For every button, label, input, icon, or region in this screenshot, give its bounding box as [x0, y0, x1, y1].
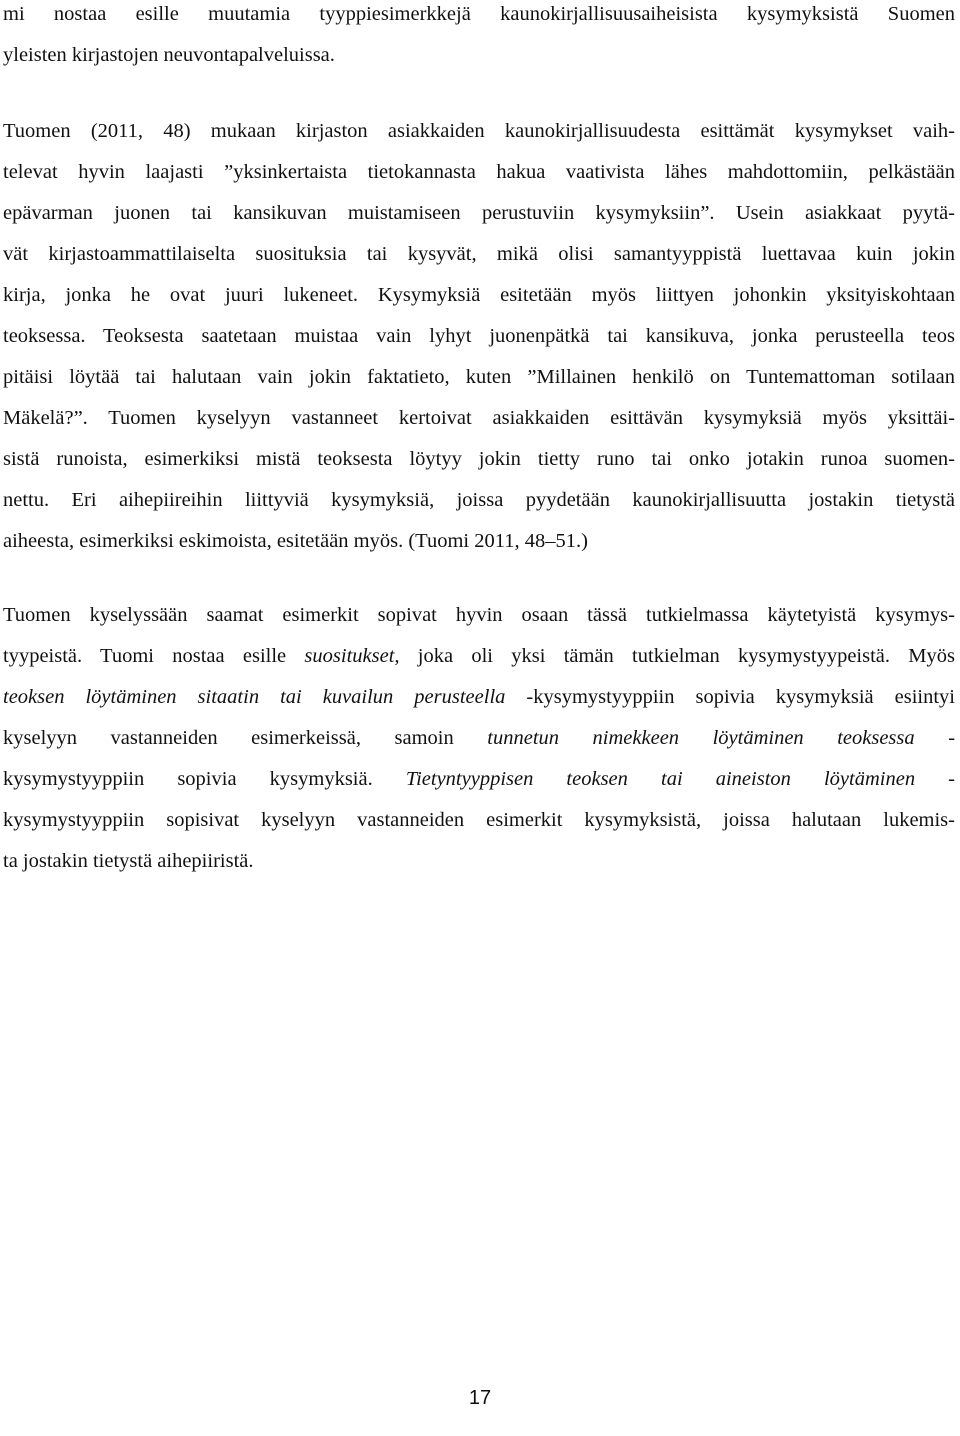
text-line: Tuomen (2011, 48) mukaan kirjaston asiakkaiden kaunokirjallisuudesta esittämät kysymykset vaih- — [3, 120, 955, 142]
text-run: - — [914, 727, 956, 749]
text-line — [3, 636, 955, 677]
text-line: sistä runoista, esimerkiksi mistä teoksesta löytyy jokin tietty runo tai onko jotakin runoa suomen- — [3, 448, 955, 470]
text-line: Mäkelä?”. Tuomen kyselyyn vastanneet kertoivat asiakkaiden esittävän kysymyksiä myös yksittäi- — [3, 407, 955, 429]
text-line — [3, 677, 955, 718]
text-line: kirja, jonka he ovat juuri lukeneet. Kysymyksiä esitetään myös liittyen johonkin yksityiskohtaan — [3, 284, 955, 306]
text-run: joka oli yksi tämän tutkielman kysymystyypeistä. Myös — [399, 645, 956, 667]
document-page — [3, 0, 955, 882]
text-line: nettu. Eri aihepiireihin liittyviä kysymyksiä, joissa pyydetään kaunokirjallisuutta jostakin tietystä — [3, 489, 955, 511]
text-line: televat hyvin laajasti ”yksinkertaista tietokannasta hakua vaativista lähes mahdottomiin, pelkästään — [3, 161, 955, 183]
text-line: ta jostakin tietystä aihepiiristä. — [3, 850, 254, 872]
text-line: vät kirjastoammattilaiselta suosituksia tai kysyvät, mikä olisi samantyyppistä luettavaa kuin jokin — [3, 243, 955, 265]
text-line — [3, 759, 955, 800]
text-line — [3, 718, 955, 759]
paragraph-3 — [3, 595, 955, 882]
italic-term: suositukset, — [304, 645, 400, 667]
text-line: aiheesta, esimerkiksi eskimoista, esitetään myös. (Tuomi 2011, 48–51.) — [3, 530, 588, 552]
italic-term: Tietyntyyppisen teoksen tai aineiston löytäminen — [405, 768, 916, 790]
text-line: kysymystyyppiin sopisivat kyselyyn vastanneiden esimerkit kysymyksistä, joissa halutaan lukemis- — [3, 809, 955, 831]
text-line: pitäisi löytää tai halutaan vain jokin faktatieto, kuten ”Millainen henkilö on Tuntemattoman sotilaan — [3, 366, 955, 388]
paragraph-2 — [3, 111, 955, 562]
text-line: yleisten kirjastojen neuvontapalveluissa. — [3, 44, 335, 66]
text-line: epävarman juonen tai kansikuvan muistamiseen perustuviin kysymyksiin”. Usein asiakkaat pyytä- — [3, 202, 955, 224]
italic-term: teoksen löytäminen sitaatin tai kuvailun perusteella — [3, 686, 506, 708]
text-line: mi nostaa esille muutamia tyyppiesimerkkejä kaunokirjallisuusaiheisista kysymyksistä Suomen — [3, 3, 955, 25]
italic-term: tunnetun nimekkeen löytäminen teoksessa — [487, 727, 915, 749]
text-run: kyselyyn vastanneiden esimerkeissä, samoin — [3, 727, 488, 749]
text-line: Tuomen kyselyssään saamat esimerkit sopivat hyvin osaan tässä tutkielmassa käytetyistä kysymys- — [3, 604, 955, 626]
text-run: kysymystyyppiin sopivia kysymyksiä. — [3, 768, 406, 790]
text-line: teoksessa. Teoksesta saatetaan muistaa vain lyhyt juonenpätkä tai kansikuva, jonka perusteella teos — [3, 325, 955, 347]
text-run: tyypeistä. Tuomi nostaa esille — [3, 645, 305, 667]
paragraph-1 — [3, 0, 955, 76]
page-number: 17 — [468, 1387, 492, 1409]
text-run: - — [915, 768, 955, 790]
text-run: -kysymystyyppiin sopivia kysymyksiä esiintyi — [505, 686, 955, 708]
